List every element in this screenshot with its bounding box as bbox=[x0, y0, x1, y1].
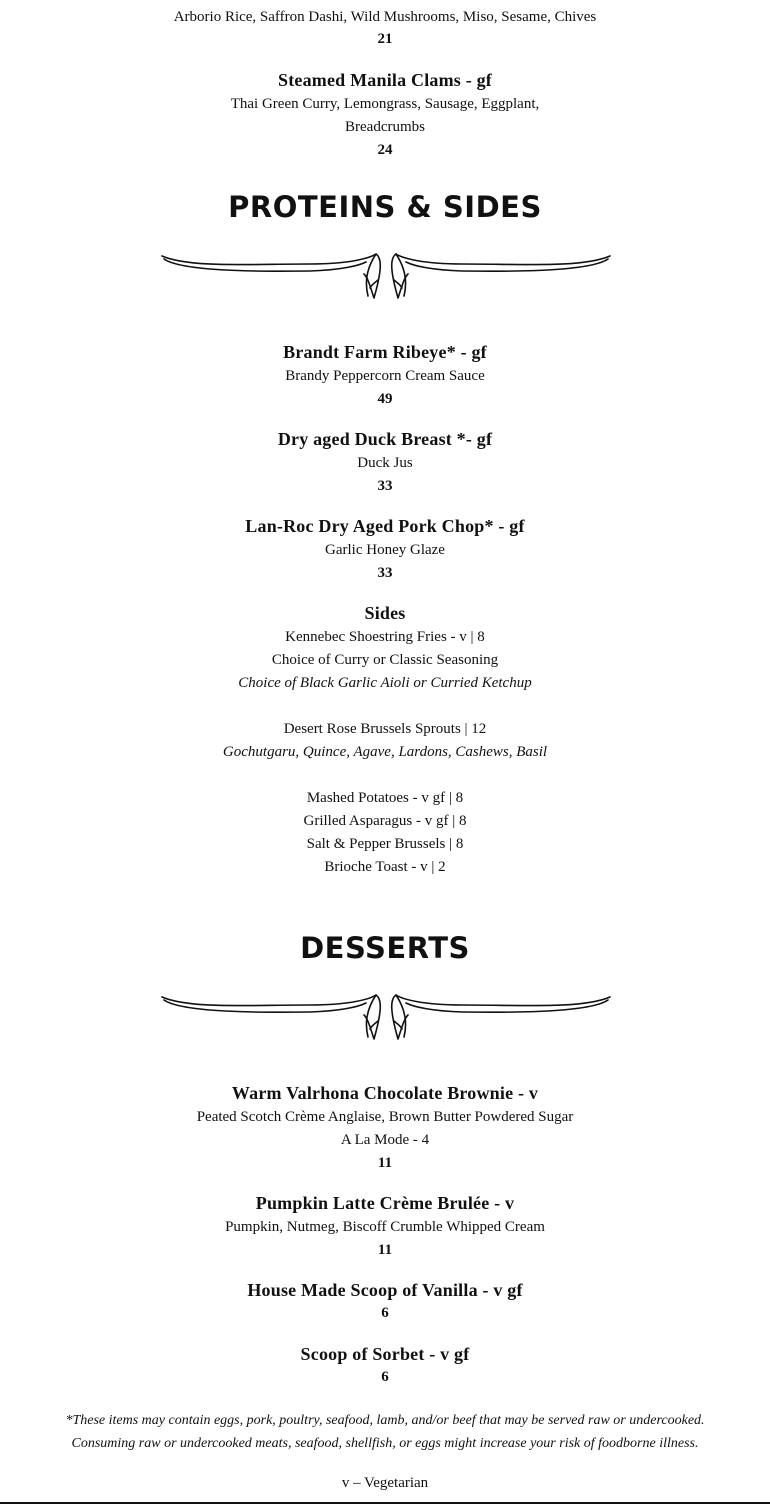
proteins-heading: PROTEINS & SIDES bbox=[228, 190, 542, 224]
risotto-price: 21 bbox=[377, 31, 393, 47]
sorbet-name: Scoop of Sorbet - v gf bbox=[300, 1344, 470, 1364]
side-mashed-potatoes: Mashed Potatoes - v gf | 8 bbox=[306, 790, 464, 806]
brownie-name: Warm Valrhona Chocolate Brownie - v bbox=[231, 1083, 539, 1103]
desserts-heading: DESSERTS bbox=[300, 931, 470, 965]
pork-chop-price: 33 bbox=[377, 565, 393, 581]
scroll-divider-icon bbox=[160, 250, 612, 306]
disclaimer-line2: Consuming raw or undercooked meats, seafood, shellfish, or eggs might increase your risk of foodborne illness. bbox=[71, 1436, 699, 1451]
brownie-addon: A La Mode - 4 bbox=[340, 1132, 430, 1148]
side-fries-seasoning: Choice of Curry or Classic Seasoning bbox=[271, 652, 499, 668]
side-sprouts: Desert Rose Brussels Sprouts | 12 bbox=[283, 721, 487, 737]
sorbet-price: 6 bbox=[381, 1369, 389, 1385]
vanilla-price: 6 bbox=[381, 1305, 389, 1321]
side-sprouts-description: Gochutgaru, Quince, Agave, Lardons, Cashews, Basil bbox=[222, 744, 548, 760]
clams-name: Steamed Manila Clams - gf bbox=[278, 70, 492, 90]
clams-description-line2: Breadcrumbs bbox=[345, 119, 425, 135]
side-fries-sauce: Choice of Black Garlic Aioli or Curried Ketchup bbox=[238, 675, 532, 691]
brulee-price: 11 bbox=[377, 1242, 393, 1258]
ribeye-name: Brandt Farm Ribeye* - gf bbox=[283, 342, 487, 362]
side-brussels: Salt & Pepper Brussels | 8 bbox=[306, 836, 464, 852]
risotto-description: Arborio Rice, Saffron Dashi, Wild Mushrooms, Miso, Sesame, Chives bbox=[173, 9, 597, 25]
ribeye-description: Brandy Peppercorn Cream Sauce bbox=[285, 368, 485, 384]
side-asparagus: Grilled Asparagus - v gf | 8 bbox=[303, 813, 467, 829]
legend-vegetarian: v – Vegetarian bbox=[341, 1475, 429, 1491]
duck-price: 33 bbox=[377, 478, 393, 494]
brulee-name: Pumpkin Latte Crème Brulée - v bbox=[255, 1193, 515, 1213]
ribeye-price: 49 bbox=[377, 391, 393, 407]
brownie-price: 11 bbox=[377, 1155, 393, 1171]
pork-chop-description: Garlic Honey Glaze bbox=[325, 542, 445, 558]
sides-title: Sides bbox=[364, 603, 406, 623]
clams-price: 24 bbox=[377, 142, 393, 158]
vanilla-name: House Made Scoop of Vanilla - v gf bbox=[247, 1280, 523, 1300]
side-fries: Kennebec Shoestring Fries - v | 8 bbox=[285, 629, 485, 645]
side-brioche-toast: Brioche Toast - v | 2 bbox=[324, 859, 446, 875]
disclaimer-line1: *These items may contain eggs, pork, poultry, seafood, lamb, and/or beef that may be served raw or undercooked. bbox=[65, 1413, 705, 1428]
clams-description-line1: Thai Green Curry, Lemongrass, Sausage, Eggplant, bbox=[230, 96, 540, 112]
duck-name: Dry aged Duck Breast *- gf bbox=[277, 429, 493, 449]
pork-chop-name: Lan-Roc Dry Aged Pork Chop* - gf bbox=[245, 516, 525, 536]
bottom-border bbox=[0, 1502, 770, 1504]
scroll-divider-icon bbox=[160, 991, 612, 1047]
brownie-description: Peated Scotch Crème Anglaise, Brown Butter Powdered Sugar bbox=[196, 1109, 574, 1125]
brulee-description: Pumpkin, Nutmeg, Biscoff Crumble Whipped Cream bbox=[225, 1219, 545, 1235]
duck-description: Duck Jus bbox=[357, 455, 413, 471]
